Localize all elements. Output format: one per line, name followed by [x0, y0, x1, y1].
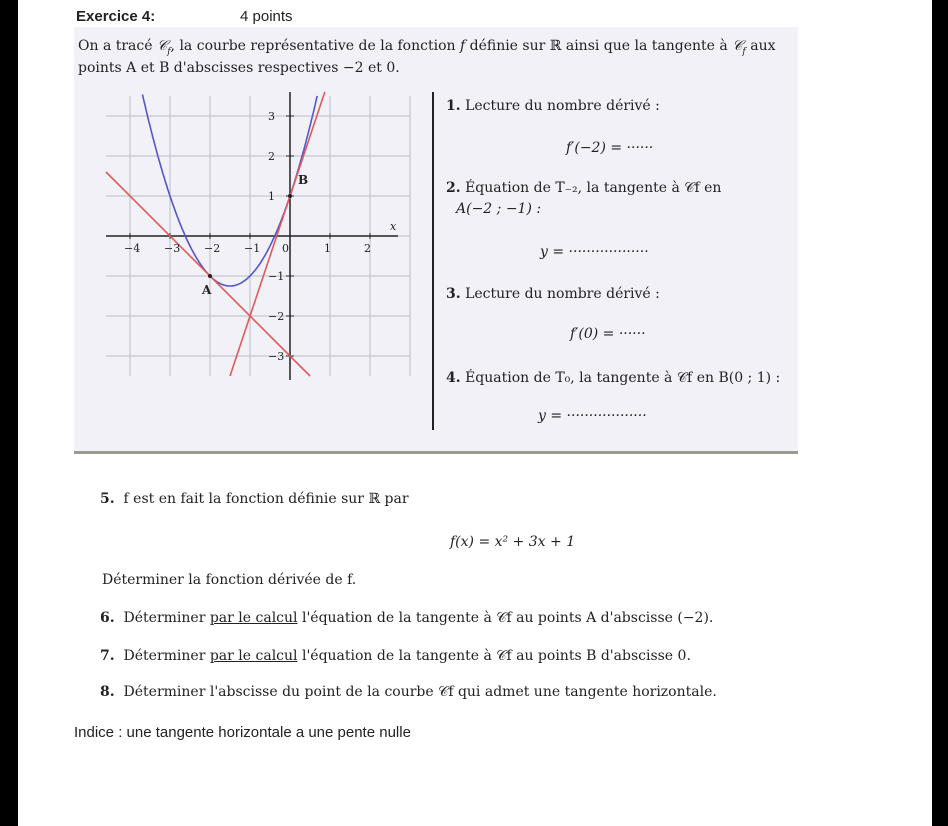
tangent-t0 — [230, 92, 325, 376]
point-b — [288, 194, 292, 198]
question-1-formula: f′(−2) = ······ — [566, 140, 654, 156]
point-a-label: A — [202, 283, 212, 297]
y-tick-label: 3 — [268, 110, 275, 123]
question-5: 5. f est en fait la fonction définie sur ℝ par — [100, 491, 409, 507]
x-tick-label: −2 — [204, 242, 221, 255]
question-2-formula: y = ·················· — [540, 244, 649, 260]
question-8: 8. Déterminer l'abscisse du point de la courbe 𝒞f qui admet une tangente horizontale. — [100, 684, 717, 700]
x-tick-label: −4 — [124, 242, 141, 255]
function-graph — [100, 88, 420, 388]
x-tick-label: 1 — [324, 242, 331, 255]
graph-axes — [106, 92, 398, 380]
y-tick-label: −1 — [268, 270, 285, 283]
x-tick-label: −1 — [244, 242, 261, 255]
question-5-formula: f(x) = x² + 3x + 1 — [450, 534, 576, 550]
section-rule — [74, 451, 798, 454]
question-3: 3. Lecture du nombre dérivé : — [446, 286, 660, 302]
question-6: 6. Déterminer par le calcul l'équation de la tangente à 𝒞f au points A d'abscisse (−2). — [100, 610, 714, 626]
question-4-formula: y = ·················· — [538, 408, 647, 424]
x-tick-label: 2 — [364, 242, 371, 255]
hint-text: Indice : une tangente horizontale a une pente nulle — [74, 724, 411, 741]
y-tick-label: −3 — [268, 350, 285, 363]
curve-cf — [143, 95, 318, 287]
x-tick-label: −3 — [164, 242, 181, 255]
point-b-label: B — [298, 173, 309, 187]
y-tick-label: 2 — [268, 150, 275, 163]
intro-line-2: points A et B d'abscisses respectives −2 et 0. — [78, 60, 400, 76]
intro-line-1: On a tracé 𝒞$_f$, la courbe représentative de la fonction f définie sur ℝ ainsi que la tangente à 𝒞$_f$ aux — [78, 38, 776, 57]
question-3-formula: f′(0) = ······ — [570, 326, 646, 342]
y-tick-label: 1 — [268, 190, 275, 203]
question-2-point: A(−2 ; −1) : — [456, 201, 542, 217]
question-1: 1. Lecture du nombre dérivé : — [446, 98, 660, 114]
y-tick-label: −2 — [268, 310, 285, 323]
worksheet-page — [18, 0, 932, 826]
question-5-task: Déterminer la fonction dérivée de f. — [102, 572, 357, 588]
x-tick-label: 0 — [282, 242, 289, 255]
exercise-points: 4 points — [240, 8, 293, 25]
question-4: 4. Équation de T₀, la tangente à 𝒞f en B(0 ; 1) : — [446, 370, 781, 386]
column-divider — [432, 92, 434, 430]
question-2: 2. Équation de T₋₂, la tangente à 𝒞f en — [446, 180, 722, 196]
question-7: 7. Déterminer par le calcul l'équation de la tangente à 𝒞f au points B d'abscisse 0. — [100, 648, 691, 664]
x-axis-label: x — [390, 220, 397, 233]
exercise-title: Exercice 4: — [76, 8, 156, 25]
point-a — [208, 274, 212, 278]
graph-curves — [106, 92, 325, 376]
